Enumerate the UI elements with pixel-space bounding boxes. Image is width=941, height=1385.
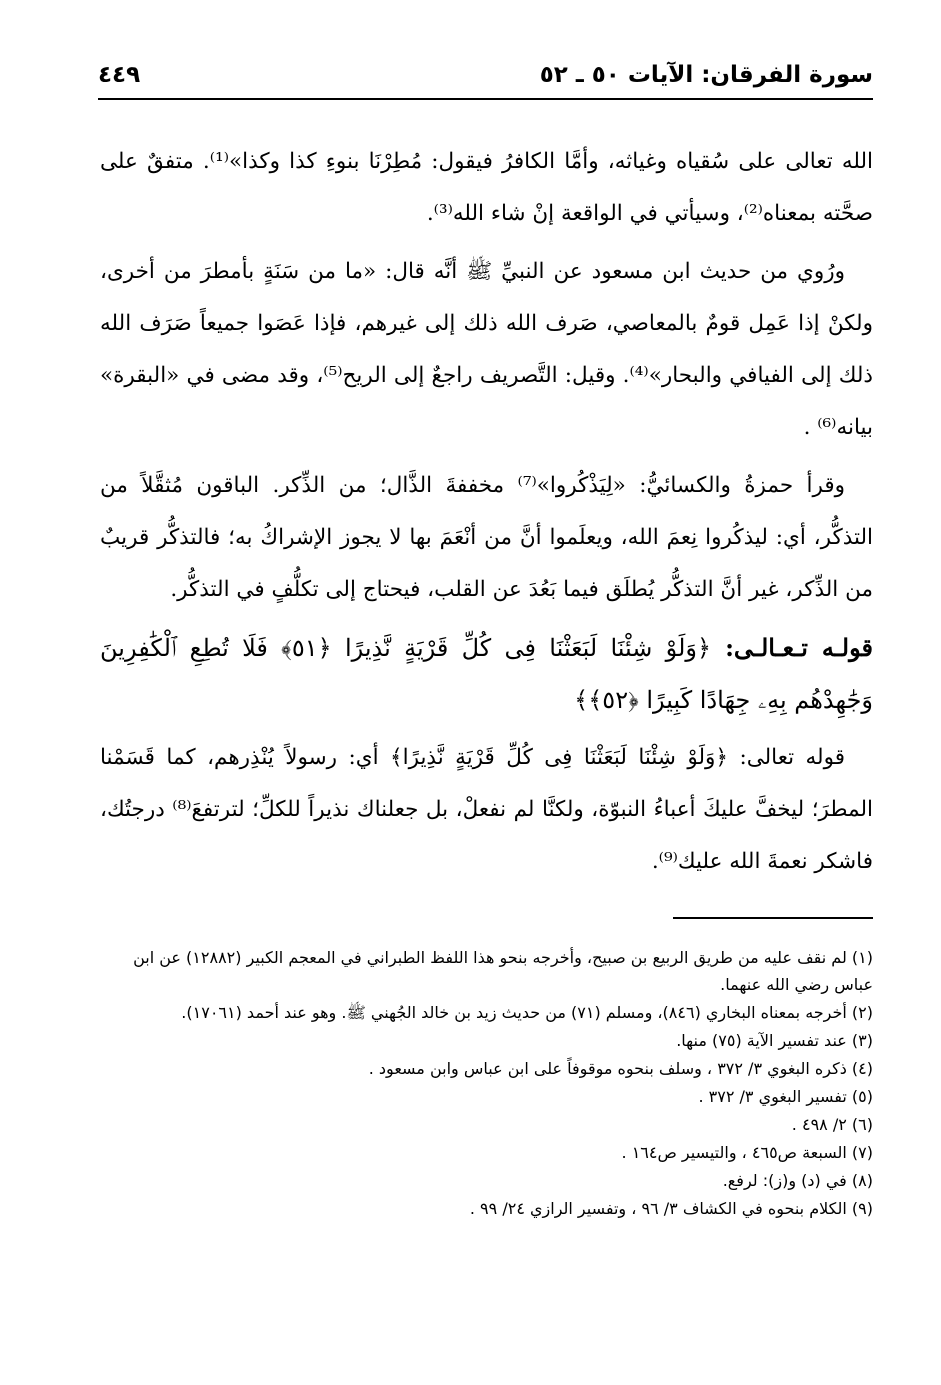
paragraph-1: الله تعالى على سُقياه وغياثه، وأمَّا الكافرُ فيقول: مُطِرْنَا بنوءِ كذا وكذا»⁽¹⁾. متفقٌ على صحَّته بمعناه⁽²⁾، وسيأتي في الواقعة إنْ شاء الله⁽³⁾. [100, 149, 873, 226]
footnote-5: (٥) تفسير البغوي ٣/ ٣٧٢ . [698, 1087, 873, 1106]
running-header [98, 58, 873, 100]
main-text [100, 136, 873, 894]
footnote-6: (٦) ٢/ ٤٩٨ . [791, 1115, 873, 1134]
verse-lead: قولـه تـعـالـى: [725, 633, 873, 662]
paragraph-4: قوله تعالى: ﴿وَلَوْ شِئْنَا لَبَعَثْنَا فِى كُلِّ قَرْيَةٍ نَّذِيرًا﴾ أي: رسولاً يُنْذِرهم، كما قَسَمْنا المطرَ؛ ليخفَّ عليكَ أعباءُ النبوّة، ولكنَّا لم نفعلْ، بل جعلناك نذيراً للكلِّ؛ لترتفعَ⁽⁸⁾ درجتُك، فاشكر نعمةَ الله عليك⁽⁹⁾. [100, 745, 873, 874]
paragraph-2: ورُوي من حديث ابن مسعود عن النبيِّ ﷺ أنَّه قال: «ما من سَنَةٍ بأمطرَ من أخرى، ولكنْ إذا عَمِل قومٌ بالمعاصي، صَرف الله ذلك إلى غيرهم، فإذا عَصَوا جميعاً صَرَف الله ذلك إلى الفيافي والبحار»⁽⁴⁾. وقيل: التَّصريف راجعٌ إلى الريح⁽⁵⁾، وقد مضى في «البقرة» بيانه⁽⁶⁾ . [100, 259, 873, 440]
running-title: سورة الفرقان: الآيات ٥٠ ـ ٥٢ [539, 62, 873, 88]
footnote-8: (٨) في (د) و(ز): لرفع. [722, 1171, 873, 1190]
paragraph-3: وقرأ حمزةُ والكسائيُّ: «لِيَذْكُروا»⁽⁷⁾ مخففةَ الذَّال؛ من الذِّكر. الباقون مُثقَّلاً من التذكُّر، أي: ليذكُروا نِعمَ الله، ويعلَموا أنَّ من أنْعَمَ بها لا يجوز الإشراكُ به؛ فالتذكُّر قريبٌ من الذِّكر، غير أنَّ التذكُّر يُطلَق فيما بَعُدَ عن القلب، فيحتاج إلى تكلُّفٍ في التذكُّر. [100, 473, 873, 602]
footnote-4: (٤) ذكره البغوي ٣/ ٣٧٢ ، وسلف بنحوه موقوفاً على ابن عباس وابن مسعود . [368, 1059, 873, 1078]
footnotes [98, 944, 873, 1223]
footnote-separator [673, 917, 873, 919]
footnote-7: (٧) السبعة ص٤٦٥ ، والتيسير ص١٦٤ . [621, 1143, 873, 1162]
verse-quote: ﴿وَلَوْ شِئْنَا لَبَعَثْنَا فِى كُلِّ قَرْيَةٍ نَّذِيرًا ﴿٥١﴾ فَلَا تُطِعِ ٱلْكَٰفِرِينَ وَجَٰهِدْهُم بِهِۦ جِهَادًا كَبِيرًا ﴿٥٢﴾﴾ [100, 634, 873, 714]
page-number: ٤٤٩ [98, 62, 141, 88]
footnote-3: (٣) عند تفسير الآية (٧٥) منها. [676, 1031, 873, 1050]
footnote-1: (١) لم نقف عليه من طريق الربيع بن صبيح، وأخرجه بنحو هذا اللفظ الطبراني في المعجم الكبير (١٢٨٨٢) عن ابن عباس رضي الله عنهما. [133, 948, 873, 994]
verse-heading [100, 622, 873, 726]
footnote-2: (٢) أخرجه بمعناه البخاري (٨٤٦)، ومسلم (٧١) من حديث زيد بن خالد الجُهني ﷺ. وهو عند أحمد (١٧٠٦١). [181, 1003, 873, 1022]
footnote-9: (٩) الكلام بنحوه في الكشاف ٣/ ٩٦ ، وتفسير الرازي ٢٤/ ٩٩ . [469, 1199, 873, 1218]
